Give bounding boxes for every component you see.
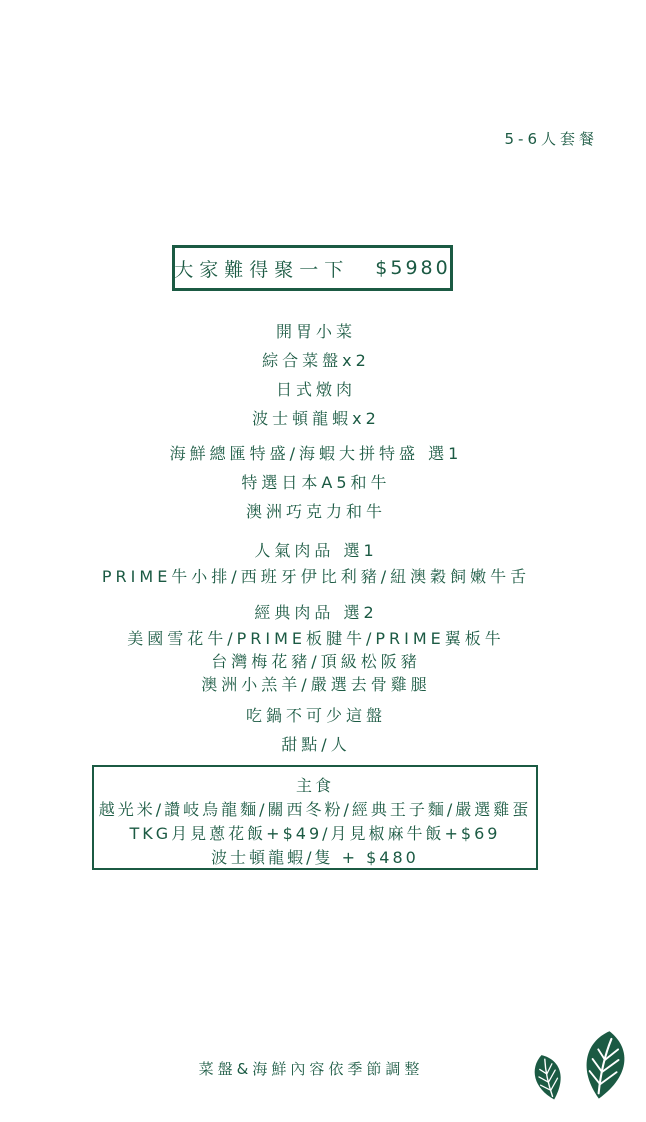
staple-addon-line: TKG月見蔥花飯+$49/月見椒麻牛飯+$69	[129, 824, 501, 843]
staple-food-box	[92, 765, 538, 870]
course-section-header: 經典肉品 選2	[254, 603, 378, 622]
course-list	[0, 317, 632, 759]
course-item: 美國雪花牛/PRIME板腱牛/PRIME翼板牛	[127, 629, 505, 648]
course-item: 海鮮總匯特盛/海蝦大拼特盛 選1	[169, 444, 463, 463]
course-item: PRIME牛小排/西班牙伊比利豬/紐澳穀飼嫩牛舌	[101, 567, 531, 586]
course-item: 台灣梅花豬/頂級松阪豬	[211, 652, 421, 671]
staple-addon-line: 波士頓龍蝦/隻 + $480	[211, 848, 419, 867]
course-item: 綜合菜盤x2	[262, 351, 370, 370]
course-item: 波士頓龍蝦x2	[252, 409, 380, 428]
leaf-icon-small	[521, 1047, 576, 1109]
course-item: 吃鍋不可少這盤	[245, 706, 386, 725]
serving-size-label: 5-6人套餐	[504, 130, 598, 148]
course-item: 甜點/人	[281, 735, 351, 754]
leaf-icon-large	[567, 1024, 640, 1109]
set-title-box	[172, 245, 453, 291]
set-title-text: 大家難得聚一下	[174, 258, 350, 281]
seasonal-note: 菜盤&海鮮內容依季節調整	[198, 1060, 424, 1078]
course-item: 特選日本A5和牛	[241, 473, 391, 492]
set-price: $5980	[375, 257, 451, 279]
course-item: 日式燉肉	[275, 380, 356, 399]
staple-box-title: 主食	[295, 776, 334, 795]
course-section-header: 人氣肉品 選1	[254, 541, 378, 560]
staple-option-line: 越光米/讚岐烏龍麵/關西冬粉/經典王子麵/嚴選雞蛋	[98, 800, 532, 819]
course-item: 澳洲巧克力和牛	[245, 502, 386, 521]
course-item: 開胃小菜	[275, 322, 356, 341]
course-item: 澳洲小羔羊/嚴選去骨雞腿	[201, 675, 431, 694]
